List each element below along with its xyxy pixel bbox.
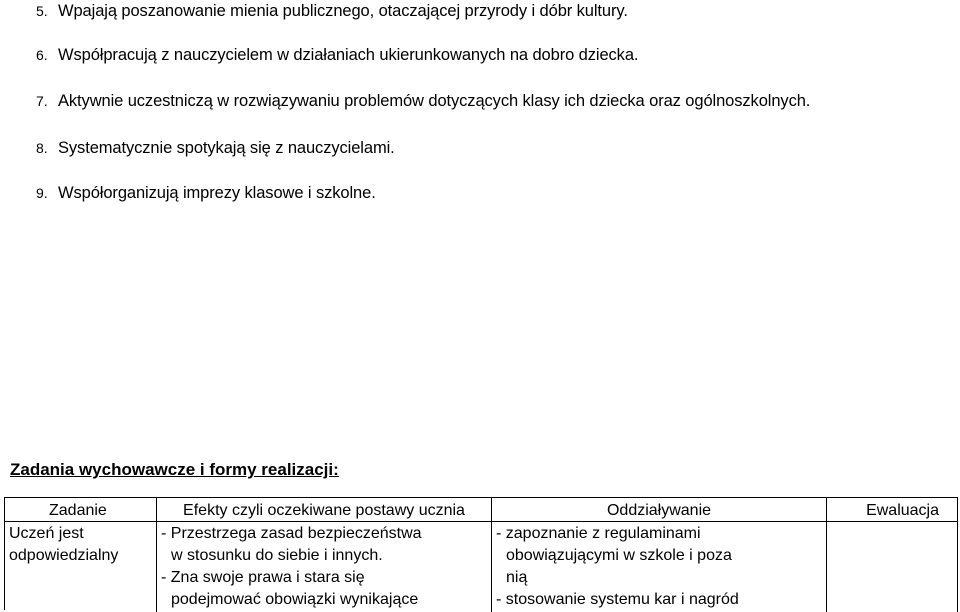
cell-line: podejmować obowiązki wynikające: [171, 591, 419, 608]
list-item-number: 6.: [36, 47, 48, 63]
table-header-actions: Oddziaływanie: [492, 498, 827, 522]
cell-line: - Zna swoje prawa i stara się: [161, 569, 365, 586]
list-item-text: Wpajają poszanowanie mienia publicznego, otaczającej przyrody i dóbr kultury.: [58, 2, 628, 20]
list-item-text: Współpracują z nauczycielem w działaniach ukierunkowanych na dobro dziecka.: [58, 46, 639, 64]
cell-line: - stosowanie systemu kar i nagród: [496, 591, 739, 608]
cell-line: w stosunku do siebie i innych.: [171, 547, 383, 564]
list-item: [36, 182, 376, 204]
table-cell-actions: [492, 522, 827, 612]
table-cell-evaluation: [827, 522, 958, 612]
list-item: [36, 137, 395, 159]
tasks-table: [4, 497, 958, 610]
list-item: [36, 90, 810, 112]
table-cell-effects: [157, 522, 492, 612]
list-item-text: Współorganizują imprezy klasowe i szkolne.: [58, 184, 376, 202]
list-item: [36, 44, 638, 66]
cell-line: - Przestrzega zasad bezpieczeństwa: [161, 525, 422, 542]
list-item-text: Systematycznie spotykają się z nauczycielami.: [58, 139, 395, 157]
list-item-number: 9.: [36, 185, 48, 201]
table-header-evaluation: Ewaluacja: [827, 498, 958, 522]
cell-line: obowiązującymi w szkole i poza: [506, 547, 732, 564]
cell-line: - zapoznanie z regulaminami: [496, 525, 701, 542]
list-item: [36, 0, 628, 22]
cell-line: odpowiedzialny: [9, 547, 119, 564]
table-header-task: Zadanie: [5, 498, 157, 522]
cell-line: nią: [506, 569, 528, 586]
section-heading: Zadania wychowawcze i formy realizacji:: [10, 460, 339, 479]
table-cell-task: [5, 522, 157, 612]
list-item-number: 7.: [36, 93, 48, 109]
list-item-number: 5.: [36, 3, 48, 19]
list-item-text: Aktywnie uczestniczą w rozwiązywaniu problemów dotyczących klasy ich dziecka oraz ogólnoszkolnych.: [58, 92, 811, 110]
table-header-effects: Efekty czyli oczekiwane postawy ucznia: [157, 498, 492, 522]
list-item-number: 8.: [36, 140, 48, 156]
cell-line: Uczeń jest: [9, 525, 84, 542]
